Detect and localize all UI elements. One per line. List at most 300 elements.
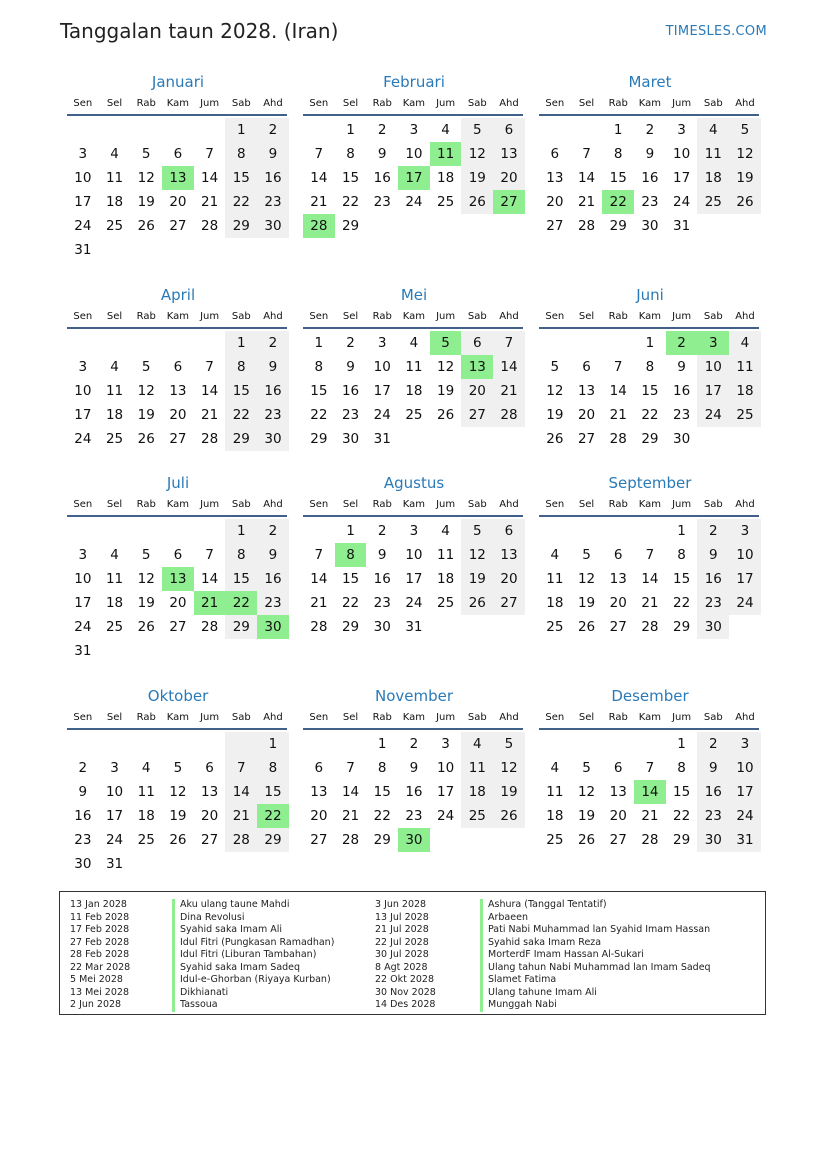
weekday-label: Rab	[136, 97, 156, 109]
day-cell: 27	[546, 218, 564, 234]
week-row	[67, 331, 289, 355]
day-cell: 26	[137, 218, 155, 234]
day-cell: 8	[225, 355, 257, 379]
week-row	[539, 780, 761, 804]
page-title: Tanggalan taun 2028. (Iran)	[60, 19, 339, 43]
day-cell: 28	[225, 828, 257, 852]
week-row	[539, 519, 761, 543]
day-cell: 14	[225, 780, 257, 804]
day-cell: 13	[493, 142, 525, 166]
weekday-label: Kam	[402, 310, 426, 322]
weekday-label: Sel	[578, 711, 595, 723]
day-cell: 24	[74, 218, 92, 234]
day-cell: 8	[314, 359, 324, 375]
day-cell: 4	[697, 118, 729, 142]
day-cell: 5	[582, 760, 591, 776]
day-cell: 26	[577, 619, 596, 635]
legend-date: 5 Mei 2028	[70, 974, 123, 985]
day-cell: 5	[141, 359, 151, 375]
day-cell: 31	[373, 431, 391, 447]
day-cell: 21	[225, 804, 257, 828]
day-cell: 25	[546, 619, 564, 635]
week-row	[539, 567, 761, 591]
day-cell: 26	[729, 190, 761, 214]
day-cell: 6	[205, 760, 214, 776]
day-cell: 3	[729, 732, 761, 756]
day-cell: 7	[314, 146, 324, 162]
weekday-label: Sen	[73, 711, 93, 723]
day-cell: 20	[169, 595, 187, 611]
day-cell: 10	[437, 760, 455, 776]
day-cell: 21	[641, 808, 659, 824]
day-cell: 28	[577, 218, 596, 234]
empty-day-cell	[303, 118, 335, 142]
legend-date: 13 Jan 2028	[70, 899, 127, 910]
day-cell: 20	[546, 194, 564, 210]
day-cell: 12	[493, 756, 525, 780]
day-cell: 6	[613, 760, 623, 776]
day-cell: 28	[201, 431, 219, 447]
day-cell: 20	[609, 808, 627, 824]
weekday-label: Sab	[467, 97, 487, 109]
day-cell: 14	[641, 571, 659, 587]
empty-day-cell	[366, 214, 398, 238]
day-cell: 2	[645, 122, 655, 138]
weekday-label: Jum	[200, 711, 220, 723]
empty-day-cell	[303, 519, 335, 543]
day-cell: 1	[645, 335, 655, 351]
weekday-label: Kam	[402, 711, 426, 723]
day-cell: 16	[257, 567, 289, 591]
weekday-label: Ahd	[263, 711, 283, 723]
day-cell: 17	[74, 194, 92, 210]
day-cell: 23	[341, 407, 360, 423]
day-cell: 20	[577, 407, 596, 423]
day-cell: 11	[697, 142, 729, 166]
week-row	[303, 732, 525, 756]
week-row	[539, 543, 761, 567]
empty-day-cell	[335, 732, 367, 756]
weekday-label: Ahd	[735, 310, 755, 322]
empty-day-cell	[67, 331, 99, 355]
day-cell: 10	[673, 146, 691, 162]
day-cell: 25	[437, 595, 455, 611]
day-cell: 23	[697, 804, 729, 828]
day-cell: 14	[493, 355, 525, 379]
weekday-label: Sel	[342, 498, 359, 510]
day-cell: 7	[346, 760, 355, 776]
day-cell: 4	[110, 146, 119, 162]
day-cell: 19	[577, 808, 596, 824]
day-cell: 14	[609, 383, 627, 399]
week-row	[539, 828, 761, 852]
day-cell: 16	[697, 780, 729, 804]
day-cell: 25	[461, 804, 493, 828]
day-cell: 3	[409, 122, 419, 138]
day-cell: 25	[405, 407, 423, 423]
empty-day-cell	[99, 639, 131, 663]
day-cell: 15	[341, 571, 360, 587]
day-cell: 22	[673, 808, 691, 824]
empty-day-cell	[194, 238, 226, 262]
week-row	[67, 732, 289, 756]
day-cell: 19	[137, 595, 155, 611]
day-cell: 1	[346, 523, 355, 539]
week-row	[67, 238, 289, 262]
weekday-label: Ahd	[735, 711, 755, 723]
day-cell: 24	[405, 194, 423, 210]
day-cell: 25	[729, 403, 761, 427]
empty-day-cell	[430, 615, 462, 639]
day-cell: 1	[677, 523, 686, 539]
day-cell: 16	[373, 170, 391, 186]
empty-day-cell	[225, 238, 257, 262]
day-cell: 20	[493, 166, 525, 190]
header-rule	[539, 327, 759, 329]
day-cell: 18	[105, 194, 124, 210]
month-november	[303, 686, 525, 852]
legend-holiday-name: Pati Nabi Muhammad lan Syahid Imam Hassan	[488, 924, 711, 935]
legend-holiday-name: MorterdF Imam Hassan Al-Sukari	[488, 949, 644, 960]
week-row	[67, 214, 289, 238]
day-cell: 1	[346, 122, 355, 138]
month-juli	[67, 473, 289, 663]
legend-holiday-name: Ulang tahun Nabi Muhammad lan Imam Sadeq	[488, 961, 711, 973]
week-row	[67, 567, 289, 591]
day-cell: 4	[110, 359, 119, 375]
empty-day-cell	[257, 238, 289, 262]
week-row	[303, 756, 525, 780]
week-row	[67, 639, 289, 663]
day-cell: 8	[677, 760, 686, 776]
day-cell: 17	[405, 571, 423, 587]
holiday-legend	[59, 891, 766, 1015]
day-cell: 27	[461, 403, 493, 427]
weekday-label: Sab	[231, 498, 251, 510]
day-cell: 29	[257, 828, 289, 852]
day-cell: 9	[78, 784, 88, 800]
day-cell: 5	[141, 547, 151, 563]
holiday-day-cell: 27	[493, 190, 525, 214]
day-cell: 26	[461, 190, 493, 214]
day-cell: 1	[225, 331, 257, 355]
weekday-label: Sen	[545, 97, 565, 109]
month-name: Januari	[151, 73, 205, 91]
weekday-label: Kam	[638, 711, 662, 723]
empty-day-cell	[602, 331, 634, 355]
day-cell: 2	[257, 519, 289, 543]
day-cell: 1	[225, 118, 257, 142]
header-rule	[303, 515, 523, 517]
empty-day-cell	[729, 615, 761, 639]
day-cell: 8	[377, 760, 387, 776]
legend-holiday-name: Ashura (Tanggal Tentatif)	[488, 899, 607, 910]
day-cell: 29	[225, 214, 257, 238]
day-cell: 2	[697, 519, 729, 543]
day-cell: 12	[169, 784, 187, 800]
day-cell: 22	[641, 407, 659, 423]
day-cell: 28	[341, 832, 360, 848]
empty-day-cell	[398, 427, 430, 451]
day-cell: 22	[310, 407, 328, 423]
legend-holiday-name: Slamet Fatima	[488, 974, 557, 985]
day-cell: 24	[74, 431, 92, 447]
empty-day-cell	[162, 519, 194, 543]
day-cell: 5	[550, 359, 560, 375]
week-row	[67, 828, 289, 852]
day-cell: 14	[201, 571, 219, 587]
legend-date: 27 Feb 2028	[70, 936, 130, 948]
day-cell: 2	[409, 736, 419, 752]
day-cell: 5	[493, 732, 525, 756]
day-cell: 3	[409, 523, 419, 539]
day-cell: 15	[673, 784, 691, 800]
day-cell: 12	[137, 170, 155, 186]
day-cell: 30	[673, 431, 691, 447]
day-cell: 9	[257, 355, 289, 379]
legend-holiday-name: Aku ulang taune Mahdi	[180, 899, 290, 910]
week-row	[67, 804, 289, 828]
weekday-label: Rab	[372, 97, 392, 109]
header-rule	[539, 728, 759, 730]
day-cell: 18	[437, 170, 455, 186]
day-cell: 5	[141, 146, 151, 162]
month-name: September	[608, 474, 692, 492]
holiday-day-cell: 30	[398, 828, 430, 852]
day-cell: 1	[225, 519, 257, 543]
day-cell: 24	[405, 595, 423, 611]
weekday-header	[67, 305, 289, 327]
week-row	[303, 567, 525, 591]
day-cell: 25	[546, 832, 564, 848]
day-cell: 12	[461, 543, 493, 567]
week-row	[539, 591, 761, 615]
empty-day-cell	[162, 639, 194, 663]
day-cell: 31	[405, 619, 423, 635]
legend-date: 21 Jul 2028	[375, 924, 429, 935]
weekday-label: Sel	[106, 97, 123, 109]
day-cell: 15	[225, 567, 257, 591]
day-cell: 7	[225, 756, 257, 780]
day-cell: 18	[546, 595, 564, 611]
day-cell: 8	[257, 756, 289, 780]
weekday-label: Sel	[342, 97, 359, 109]
day-cell: 24	[105, 832, 124, 848]
legend-date: 22 Mar 2028	[70, 961, 131, 973]
week-row	[67, 543, 289, 567]
empty-day-cell	[539, 331, 571, 355]
day-cell: 12	[137, 571, 155, 587]
day-cell: 8	[613, 146, 623, 162]
day-cell: 31	[74, 643, 92, 659]
month-agustus	[303, 473, 525, 639]
legend-holiday-name: Idul-e-Ghorban (Riyaya Kurban)	[180, 974, 331, 985]
day-cell: 7	[582, 146, 591, 162]
month-name: Juli	[166, 474, 190, 492]
day-cell: 8	[677, 547, 686, 563]
empty-day-cell	[729, 427, 761, 451]
weekday-label: Sel	[342, 310, 359, 322]
day-cell: 7	[493, 331, 525, 355]
day-cell: 26	[169, 832, 187, 848]
week-row	[303, 214, 525, 238]
day-cell: 15	[225, 166, 257, 190]
empty-day-cell	[194, 852, 226, 876]
empty-day-cell	[130, 331, 162, 355]
empty-day-cell	[697, 427, 729, 451]
day-cell: 5	[461, 519, 493, 543]
header-rule	[67, 515, 287, 517]
week-row	[303, 403, 525, 427]
day-cell: 18	[405, 383, 423, 399]
day-cell: 11	[546, 784, 564, 800]
legend-date: 30 Nov 2028	[375, 986, 436, 998]
day-cell: 13	[201, 784, 219, 800]
weekday-label: Rab	[136, 498, 156, 510]
week-row	[539, 214, 761, 238]
month-name: Februari	[383, 73, 445, 91]
week-row	[303, 331, 525, 355]
weekday-label: Jum	[436, 498, 456, 510]
day-cell: 6	[314, 760, 324, 776]
weekday-header	[67, 493, 289, 515]
empty-day-cell	[67, 732, 99, 756]
day-cell: 22	[373, 808, 391, 824]
legend-holiday-name: Syahid saka Imam Ali	[180, 924, 283, 935]
weekday-label: Sab	[703, 97, 723, 109]
empty-day-cell	[430, 214, 462, 238]
weekday-label: Rab	[372, 498, 392, 510]
weekday-label: Rab	[608, 711, 628, 723]
day-cell: 16	[641, 170, 659, 186]
weekday-label: Jum	[672, 97, 692, 109]
empty-day-cell	[194, 639, 226, 663]
day-cell: 23	[697, 591, 729, 615]
weekday-label: Sel	[578, 498, 595, 510]
weekday-label: Sen	[309, 711, 329, 723]
day-cell: 24	[437, 808, 455, 824]
day-cell: 16	[341, 383, 360, 399]
weekday-label: Kam	[638, 498, 662, 510]
week-row	[539, 403, 761, 427]
day-cell: 21	[310, 595, 328, 611]
day-cell: 6	[493, 118, 525, 142]
day-cell: 9	[257, 142, 289, 166]
day-cell: 2	[78, 760, 88, 776]
day-cell: 29	[341, 218, 360, 234]
holiday-day-cell: 2	[666, 331, 698, 355]
day-cell: 9	[346, 359, 355, 375]
day-cell: 29	[225, 427, 257, 451]
day-cell: 26	[493, 804, 525, 828]
week-row	[539, 732, 761, 756]
empty-day-cell	[697, 214, 729, 238]
weekday-label: Sab	[703, 310, 723, 322]
day-cell: 16	[405, 784, 423, 800]
day-cell: 18	[729, 379, 761, 403]
week-row	[539, 355, 761, 379]
day-cell: 17	[437, 784, 455, 800]
day-cell: 11	[546, 571, 564, 587]
day-cell: 6	[461, 331, 493, 355]
day-cell: 21	[641, 595, 659, 611]
empty-day-cell	[194, 519, 226, 543]
day-cell: 7	[205, 547, 214, 563]
day-cell: 15	[609, 170, 627, 186]
legend-holiday-name: Idul Fitri (Liburan Tambahan)	[180, 949, 317, 960]
month-januari	[67, 72, 289, 262]
empty-day-cell	[461, 427, 493, 451]
week-row	[67, 756, 289, 780]
day-cell: 18	[105, 407, 124, 423]
weekday-label: Jum	[436, 310, 456, 322]
day-cell: 28	[641, 619, 659, 635]
weekday-label: Sel	[106, 310, 123, 322]
weekday-header	[539, 92, 761, 114]
day-cell: 12	[137, 383, 155, 399]
day-cell: 3	[78, 146, 88, 162]
header-rule	[67, 327, 287, 329]
empty-day-cell	[571, 331, 603, 355]
day-cell: 11	[729, 355, 761, 379]
day-cell: 29	[609, 218, 627, 234]
weekday-label: Sen	[73, 310, 93, 322]
week-row	[67, 355, 289, 379]
day-cell: 10	[373, 359, 391, 375]
day-cell: 7	[613, 359, 623, 375]
weekday-label: Sen	[545, 310, 565, 322]
empty-day-cell	[303, 732, 335, 756]
weekday-header	[303, 305, 525, 327]
empty-day-cell	[162, 118, 194, 142]
week-row	[303, 118, 525, 142]
day-cell: 3	[110, 760, 119, 776]
site-link[interactable]: TIMESLES.COM	[665, 24, 767, 39]
day-cell: 13	[609, 571, 627, 587]
day-cell: 28	[201, 218, 219, 234]
weekday-label: Kam	[166, 97, 190, 109]
day-cell: 2	[697, 732, 729, 756]
weekday-label: Rab	[608, 97, 628, 109]
day-cell: 26	[461, 591, 493, 615]
legend-holiday-name: Tassoua	[180, 999, 218, 1010]
legend-holiday-name: Ulang tahune Imam Ali	[488, 986, 597, 998]
day-cell: 27	[577, 431, 596, 447]
day-cell: 6	[613, 547, 623, 563]
legend-date: 11 Feb 2028	[70, 911, 130, 923]
day-cell: 12	[461, 142, 493, 166]
empty-day-cell	[99, 238, 131, 262]
day-cell: 7	[205, 146, 214, 162]
week-row	[539, 427, 761, 451]
week-row	[539, 118, 761, 142]
weekday-label: Sen	[309, 310, 329, 322]
empty-day-cell	[430, 828, 462, 852]
day-cell: 18	[437, 571, 455, 587]
day-cell: 15	[225, 379, 257, 403]
empty-day-cell	[130, 852, 162, 876]
month-name: Maret	[628, 73, 672, 91]
day-cell: 20	[609, 595, 627, 611]
empty-day-cell	[130, 519, 162, 543]
month-name: November	[374, 687, 454, 705]
day-cell: 11	[105, 170, 124, 186]
weekday-label: Kam	[638, 97, 662, 109]
weekday-label: Ahd	[735, 97, 755, 109]
day-cell: 29	[373, 832, 391, 848]
legend-names-right	[480, 899, 711, 1012]
day-cell: 4	[550, 760, 560, 776]
